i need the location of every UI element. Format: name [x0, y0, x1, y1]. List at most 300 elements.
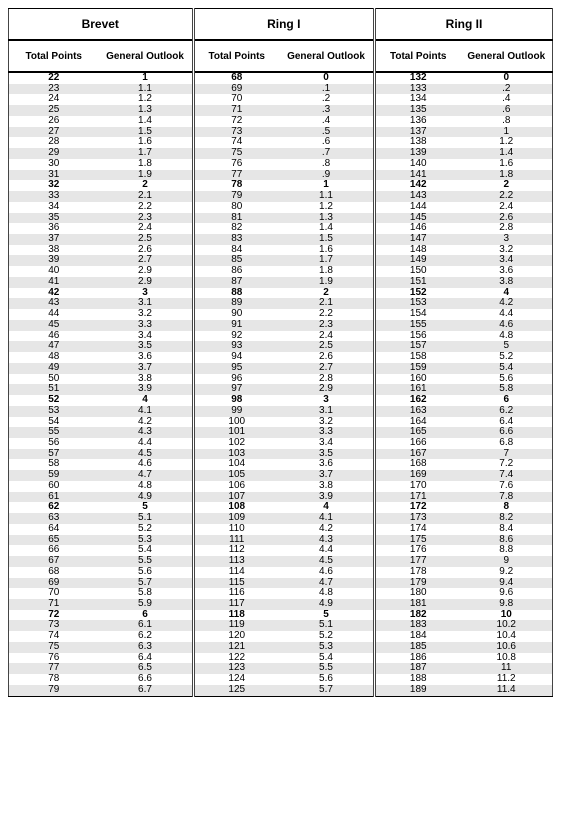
total-points-cell: 46 [48, 330, 60, 341]
total-points-cell: 77 [193, 170, 279, 181]
total-points-cell: 43 [9, 298, 99, 309]
general-outlook-cell: 5.3 [279, 642, 373, 653]
total-points-cell: 101 [193, 427, 279, 438]
table-row [375, 427, 553, 438]
table-row [375, 331, 553, 342]
general-outlook-cell: 3 [323, 395, 329, 406]
general-outlook-cell: 3.2 [319, 416, 333, 427]
brevet-table [8, 8, 192, 697]
total-points-cell: 113 [193, 556, 279, 567]
general-outlook-cell: 1 [142, 72, 148, 83]
general-outlook-cell: 2 [142, 180, 148, 191]
table-row [9, 309, 192, 320]
table-row [193, 341, 373, 352]
table-row [193, 320, 373, 331]
general-outlook-cell: 2.2 [461, 191, 553, 202]
table-row [9, 255, 192, 266]
general-outlook-cell: 2.6 [138, 244, 152, 255]
general-outlook-cell: 4.5 [279, 556, 373, 567]
general-outlook-cell: 3.6 [319, 459, 333, 470]
general-outlook-cell: 1.6 [319, 244, 333, 255]
general-outlook-cell: 7 [461, 449, 553, 460]
total-points-header: Total Points [9, 40, 99, 72]
general-outlook-cell: .7 [279, 148, 373, 159]
table-row [193, 170, 373, 181]
table-row [193, 148, 373, 159]
general-outlook-cell: 4.9 [279, 599, 373, 610]
table-row [375, 578, 553, 589]
general-outlook-cell: 2.9 [99, 277, 192, 288]
total-points-cell: 60 [48, 480, 60, 491]
general-outlook-cell: 5.7 [279, 685, 373, 696]
table-row [193, 159, 373, 170]
total-points-cell: 188 [409, 674, 427, 685]
table-row [375, 685, 553, 696]
general-outlook-cell: 8.8 [499, 545, 514, 556]
general-outlook-cell: 4.1 [99, 406, 192, 417]
general-outlook-cell: 1.2 [138, 94, 152, 105]
general-outlook-cell: 10.8 [496, 652, 516, 663]
total-points-cell: 161 [375, 384, 461, 395]
total-points-cell: 68 [231, 72, 243, 83]
general-outlook-cell: 5.4 [319, 652, 333, 663]
table-row [193, 535, 373, 546]
total-points-cell: 91 [193, 320, 279, 331]
general-outlook-cell: 8.2 [461, 513, 553, 524]
general-outlook-cell: 2.7 [99, 255, 192, 266]
total-points-cell: 64 [48, 523, 60, 534]
table-row [9, 363, 192, 374]
total-points-cell: 148 [409, 244, 427, 255]
total-points-cell: 34 [48, 201, 60, 212]
table-row [375, 159, 553, 170]
total-points-cell: 75 [9, 642, 99, 653]
total-points-cell: 116 [228, 588, 245, 599]
total-points-cell: 45 [9, 320, 99, 331]
total-points-cell: 155 [375, 320, 461, 331]
general-outlook-cell: 4 [503, 287, 510, 298]
general-outlook-cell: 5.8 [461, 384, 553, 395]
general-outlook-cell: 1.8 [461, 170, 553, 181]
total-points-cell: 167 [375, 449, 461, 460]
general-outlook-cell: 1.6 [138, 137, 152, 148]
general-outlook-cell: 1.5 [279, 234, 373, 245]
table-row [193, 610, 373, 621]
total-points-cell: 48 [48, 352, 60, 363]
total-points-cell: 180 [409, 588, 427, 599]
general-outlook-cell: 5 [323, 609, 329, 620]
general-outlook-cell: 2.5 [99, 234, 192, 245]
general-outlook-cell: 1.4 [138, 115, 152, 126]
total-points-cell: 187 [375, 663, 461, 674]
total-points-header: Total Points [193, 40, 279, 72]
table-row [9, 567, 192, 578]
general-outlook-cell: 9.2 [499, 566, 514, 577]
table-row [375, 417, 553, 428]
general-outlook-cell: .5 [279, 127, 373, 138]
total-points-cell: 25 [9, 105, 99, 116]
general-outlook-cell: 4.3 [279, 535, 373, 546]
table-row [193, 180, 373, 191]
general-outlook-cell: 1.1 [279, 191, 373, 202]
table-row [375, 255, 553, 266]
table-row [9, 610, 192, 621]
general-outlook-cell: 4.2 [319, 523, 333, 534]
total-points-cell: 98 [231, 395, 243, 406]
general-outlook-cell: 3.1 [279, 406, 373, 417]
total-points-cell: 72 [48, 609, 60, 620]
ring-2-heading: Ring II [375, 9, 553, 41]
general-outlook-cell: 7.6 [499, 480, 514, 491]
table-row [193, 137, 373, 148]
table-row [9, 459, 192, 470]
table-row [9, 674, 192, 685]
table-row [9, 234, 192, 245]
total-points-cell: 168 [409, 459, 427, 470]
total-points-cell: 83 [193, 234, 279, 245]
general-outlook-cell: 3.7 [99, 363, 192, 374]
table-row [375, 223, 553, 234]
general-outlook-cell: .4 [321, 115, 331, 126]
table-row [375, 459, 553, 470]
table-row [9, 417, 192, 428]
general-outlook-cell: 10 [500, 609, 512, 620]
total-points-cell: 76 [48, 652, 60, 663]
general-outlook-cell: 5.1 [279, 620, 373, 631]
table-row [193, 234, 373, 245]
total-points-cell: 53 [9, 406, 99, 417]
total-points-cell: 33 [9, 191, 99, 202]
table-row [9, 341, 192, 352]
table-row [9, 449, 192, 460]
general-outlook-cell: .8 [321, 158, 331, 169]
table-row [193, 116, 373, 127]
table-row [193, 631, 373, 642]
total-points-cell: 173 [375, 513, 461, 524]
general-outlook-cell: 5.5 [99, 556, 192, 567]
general-outlook-cell: .3 [279, 105, 373, 116]
general-outlook-cell: .1 [279, 84, 373, 95]
general-outlook-cell: 3.6 [138, 352, 152, 363]
general-outlook-cell: 6.4 [499, 416, 514, 427]
general-outlook-cell: 10.2 [461, 620, 553, 631]
table-row [375, 309, 553, 320]
general-outlook-cell: 2.8 [499, 223, 514, 234]
total-points-cell: 122 [228, 652, 246, 663]
table-row [375, 148, 553, 159]
total-points-cell: 29 [9, 148, 99, 159]
general-outlook-cell: 3.3 [99, 320, 192, 331]
total-points-cell: 182 [409, 609, 427, 620]
total-points-cell: 175 [375, 535, 461, 546]
total-points-cell: 94 [231, 352, 243, 363]
general-outlook-cell: 1.2 [499, 137, 514, 148]
table-row [193, 674, 373, 685]
table-row [375, 674, 553, 685]
total-points-cell: 107 [193, 492, 279, 503]
table-row [9, 94, 192, 105]
general-outlook-cell: 10.4 [496, 631, 516, 642]
total-points-cell: 22 [48, 72, 60, 83]
table-row [9, 298, 192, 309]
total-points-cell: 125 [193, 685, 279, 696]
general-outlook-cell: 2 [503, 180, 510, 191]
general-outlook-cell: .2 [461, 84, 553, 95]
general-outlook-header: General Outlook [279, 40, 373, 72]
table-row [9, 384, 192, 395]
general-outlook-cell: 1.9 [99, 170, 192, 181]
ring-2-table [373, 8, 553, 697]
table-row [375, 245, 553, 256]
total-points-cell: 102 [228, 437, 246, 448]
total-points-cell: 149 [375, 255, 461, 266]
general-outlook-cell: 5.2 [319, 631, 333, 642]
general-outlook-cell: 1.8 [138, 158, 152, 169]
total-points-cell: 78 [231, 180, 243, 191]
table-row [375, 631, 553, 642]
total-points-cell: 170 [409, 480, 427, 491]
total-points-cell: 137 [375, 127, 461, 138]
general-outlook-cell: 4.7 [279, 578, 373, 589]
general-outlook-cell: 6.8 [499, 437, 514, 448]
total-points-cell: 153 [375, 298, 461, 309]
general-outlook-cell: 7.4 [461, 470, 553, 481]
table-row [9, 620, 192, 631]
general-outlook-cell: 2.6 [461, 213, 553, 224]
total-points-cell: 117 [193, 599, 279, 610]
total-points-cell: 27 [9, 127, 99, 138]
total-points-cell: 86 [231, 266, 243, 277]
general-outlook-cell: 1.4 [319, 223, 333, 234]
total-points-cell: 103 [193, 449, 279, 460]
table-row [193, 470, 373, 481]
general-outlook-cell: 2.9 [138, 266, 152, 277]
general-outlook-cell: 1.8 [319, 266, 333, 277]
brevet-rows [9, 72, 192, 696]
table-row [193, 395, 373, 406]
table-row [9, 266, 192, 277]
general-outlook-cell: 5.9 [99, 599, 192, 610]
total-points-cell: 109 [193, 513, 279, 524]
table-row [9, 277, 192, 288]
table-row [193, 513, 373, 524]
total-points-cell: 26 [48, 115, 60, 126]
table-row [9, 223, 192, 234]
total-points-cell: 147 [375, 234, 461, 245]
general-outlook-cell: 6.3 [99, 642, 192, 653]
total-points-cell: 152 [409, 287, 427, 298]
table-row [193, 492, 373, 503]
table-row [193, 620, 373, 631]
general-outlook-cell: .6 [321, 137, 331, 148]
table-row [193, 545, 373, 556]
general-outlook-cell: 5.3 [99, 535, 192, 546]
total-points-cell: 181 [375, 599, 461, 610]
total-points-cell: 136 [409, 115, 427, 126]
total-points-cell: 61 [9, 492, 99, 503]
total-points-cell: 115 [193, 578, 279, 589]
total-points-cell: 52 [48, 395, 60, 406]
general-outlook-cell: 2.1 [99, 191, 192, 202]
total-points-cell: 38 [48, 244, 60, 255]
general-outlook-cell: 8 [503, 502, 510, 513]
general-outlook-cell: 3.7 [279, 470, 373, 481]
table-row [9, 72, 192, 84]
table-row [9, 84, 192, 95]
total-points-cell: 69 [193, 84, 279, 95]
table-row [193, 105, 373, 116]
table-row [9, 545, 192, 556]
general-outlook-header: General Outlook [99, 40, 192, 72]
general-outlook-cell: 5.4 [138, 545, 152, 556]
total-points-cell: 69 [9, 578, 99, 589]
table-row [193, 213, 373, 224]
total-points-cell: 135 [375, 105, 461, 116]
table-row [375, 513, 553, 524]
table-row [193, 406, 373, 417]
general-outlook-cell: 4.8 [138, 480, 152, 491]
table-row [193, 94, 373, 105]
table-row [193, 449, 373, 460]
total-points-cell: 163 [375, 406, 461, 417]
total-points-cell: 134 [409, 94, 427, 105]
table-row [375, 599, 553, 610]
total-points-cell: 82 [231, 223, 243, 234]
total-points-cell: 68 [48, 566, 60, 577]
table-row [375, 266, 553, 277]
general-outlook-cell: 4.6 [138, 459, 152, 470]
general-outlook-cell: 3.8 [461, 277, 553, 288]
total-points-cell: 141 [375, 170, 461, 181]
general-outlook-cell: 1.3 [279, 213, 373, 224]
general-outlook-cell: 9.8 [461, 599, 553, 610]
table-row [375, 202, 553, 213]
general-outlook-cell: 4.8 [499, 330, 514, 341]
table-row [9, 535, 192, 546]
table-row [193, 438, 373, 449]
total-points-cell: 156 [409, 330, 427, 341]
total-points-cell: 110 [228, 523, 245, 534]
table-row [193, 352, 373, 363]
general-outlook-cell: 9.6 [499, 588, 514, 599]
total-points-cell: 145 [375, 213, 461, 224]
general-outlook-cell: 3.9 [279, 492, 373, 503]
total-points-cell: 78 [48, 674, 60, 685]
ring-1-rows [193, 72, 373, 696]
general-outlook-cell: 1.3 [99, 105, 192, 116]
table-row [375, 116, 553, 127]
general-outlook-cell: 2.4 [499, 201, 514, 212]
total-points-cell: 87 [193, 277, 279, 288]
table-row [9, 202, 192, 213]
general-outlook-cell: .9 [279, 170, 373, 181]
general-outlook-cell: 5.6 [499, 373, 514, 384]
table-row [9, 427, 192, 438]
total-points-cell: 184 [409, 631, 427, 642]
total-points-cell: 67 [9, 556, 99, 567]
table-row [375, 545, 553, 556]
total-points-cell: 50 [48, 373, 60, 384]
total-points-cell: 58 [48, 459, 60, 470]
total-points-cell: 158 [409, 352, 427, 363]
table-row [193, 567, 373, 578]
total-points-cell: 92 [231, 330, 243, 341]
table-row [193, 588, 373, 599]
table-row [375, 288, 553, 299]
table-row [375, 277, 553, 288]
total-points-cell: 111 [193, 535, 279, 546]
score-tables [8, 8, 553, 697]
table-row [193, 72, 373, 84]
general-outlook-header: General Outlook [461, 40, 553, 72]
total-points-cell: 154 [409, 309, 427, 320]
general-outlook-cell: 5 [142, 502, 148, 513]
total-points-cell: 88 [231, 287, 243, 298]
total-points-cell: 114 [228, 566, 245, 577]
table-row [9, 170, 192, 181]
general-outlook-cell: 2.4 [138, 223, 152, 234]
total-points-cell: 123 [193, 663, 279, 674]
total-points-cell: 179 [375, 578, 461, 589]
table-row [375, 395, 553, 406]
general-outlook-cell: 2.3 [99, 213, 192, 224]
general-outlook-cell: 2.8 [319, 373, 333, 384]
table-row [375, 492, 553, 503]
general-outlook-cell: 10.6 [461, 642, 553, 653]
table-row [9, 374, 192, 385]
total-points-cell: 139 [375, 148, 461, 159]
table-row [193, 309, 373, 320]
general-outlook-cell: 1.5 [99, 127, 192, 138]
general-outlook-cell: 5.6 [138, 566, 152, 577]
general-outlook-cell: 2.2 [138, 201, 152, 212]
table-row [9, 438, 192, 449]
general-outlook-cell: 6.5 [99, 663, 192, 674]
table-row [375, 470, 553, 481]
table-row [9, 331, 192, 342]
general-outlook-cell: .2 [321, 94, 331, 105]
table-row [9, 213, 192, 224]
general-outlook-cell: 3.2 [138, 309, 152, 320]
general-outlook-cell: 3 [461, 234, 553, 245]
table-row [193, 288, 373, 299]
total-points-cell: 157 [375, 341, 461, 352]
table-row [9, 685, 192, 696]
general-outlook-cell: 8.4 [499, 523, 514, 534]
total-points-cell: 177 [375, 556, 461, 567]
table-row [375, 213, 553, 224]
table-row [9, 352, 192, 363]
total-points-cell: 42 [48, 287, 60, 298]
general-outlook-cell: 6.2 [138, 631, 152, 642]
table-row [9, 524, 192, 535]
total-points-cell: 75 [193, 148, 279, 159]
table-row [193, 417, 373, 428]
total-points-cell: 80 [231, 201, 243, 212]
total-points-cell: 36 [48, 223, 60, 234]
total-points-cell: 44 [48, 309, 60, 320]
table-row [9, 288, 192, 299]
general-outlook-cell: 6.6 [461, 427, 553, 438]
general-outlook-cell: .8 [502, 115, 511, 126]
table-row [375, 374, 553, 385]
table-row [375, 524, 553, 535]
general-outlook-cell: 3.5 [99, 341, 192, 352]
general-outlook-cell: 4.4 [499, 309, 514, 320]
table-row [375, 363, 553, 374]
total-points-cell: 150 [409, 266, 427, 277]
table-row [375, 170, 553, 181]
